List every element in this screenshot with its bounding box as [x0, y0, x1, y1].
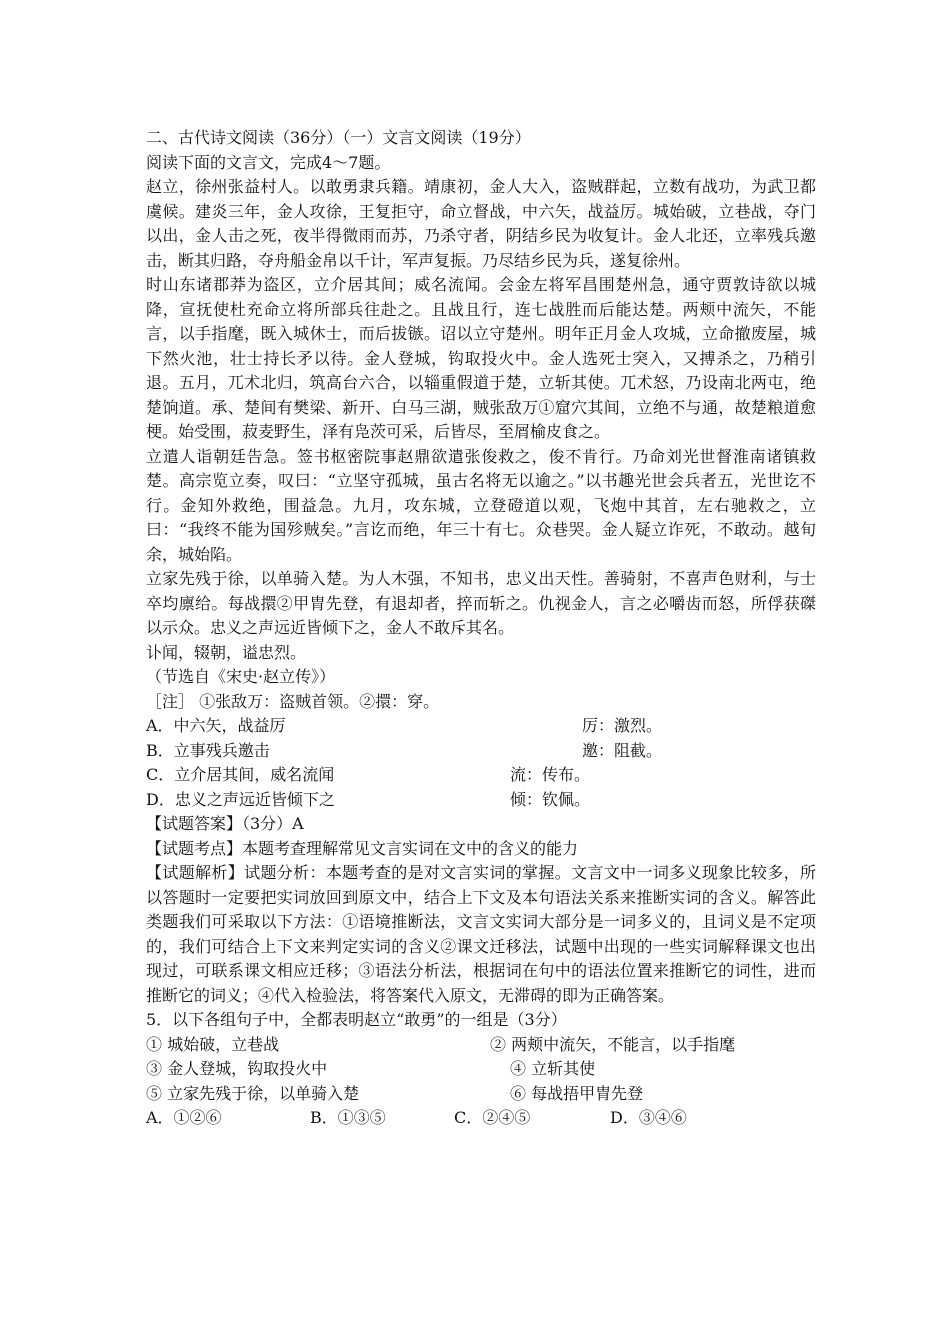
q4-option-a-gloss: 厉：激烈。	[582, 716, 663, 735]
passage-paragraph-5: 讣闻，辍朝，谥忠烈。	[146, 642, 307, 662]
passage-paragraph-4: 立家先残于徐，以单骑入楚。为人木强，不知书，忠义出天性。善骑射，不喜声色财利，与士卒均廪给。每战擐②甲胄先登，有退却者，捽而斩之。仇视金人，言之必嚼齿而怒，所俘获磔以示众。忠义之声远近皆倾下之，金人不敢斥其名。	[146, 569, 816, 637]
q5-item-5: ⑤ 立家先残于徐，以单骑入楚	[146, 1083, 360, 1103]
answer-line: 【试题答案】（3分）A	[146, 814, 304, 833]
q4-option-b-sentence: B．立事残兵邀击	[146, 740, 270, 760]
document-page	[146, 126, 816, 1131]
q5-item-3: ③ 金人登城，钩取投火中	[146, 1059, 328, 1078]
q4-option-a	[146, 714, 816, 739]
q5-items-row-2	[146, 1057, 816, 1082]
section-title: 二、古代诗文阅读（36分）（一）文言文阅读（19分）	[146, 128, 531, 147]
passage-paragraph-2: 时山东诸郡莽为盗区，立介居其间；威名流闻。会金左将军昌围楚州急，通守贾敦诗欲以城降，宣抚使杜充命立将所部兵往赴之。且战且行，连七战胜而后能达楚。两颊中流矢，不能言，以手指麾，既入城休士，而后拔镞。诏以立守楚州。明年正月金人攻城，立命撤废屋，城下然火池，壮士持长矛以待。金人登城，钩取投火中。金人选死士突入，又搏杀之，乃稍引退。五月，兀术北归，筑高台六合，以辎重假道于楚，立斩其使。兀术怒，乃设南北两屯，绝楚饷道。承、楚间有樊梁、新开、白马三湖，贼张敌万①窟穴其间，立绝不与通，故楚粮道愈梗。始受围，菽麦野生，泽有凫茨可采，后皆尽，至屑榆皮食之。	[146, 275, 816, 441]
q4-option-b-gloss: 邀：阻截。	[582, 740, 663, 760]
q4-option-d-gloss: 倾：钦佩。	[510, 789, 591, 809]
q5-item-4: ④ 立斩其使	[510, 1059, 596, 1078]
q4-option-b	[146, 739, 816, 764]
q5-choice-d: D．③④⑥	[610, 1108, 687, 1127]
q5-item-1: ① 城始破，立巷战	[146, 1034, 280, 1054]
q4-option-d	[146, 788, 816, 813]
annotation-note: ［注］ ①张敌万：盗贼首领。②擐：穿。	[146, 691, 440, 711]
q5-item-6: ⑥ 每战捂甲胄先登	[510, 1083, 644, 1103]
q5-stem: 5．以下各组句子中，全都表明赵立“敢勇”的一组是（3分）	[146, 1010, 567, 1029]
q5-choice-b: B．①③⑤	[310, 1108, 386, 1127]
analysis-paragraph: 【试题解析】试题分析：本题考查的是对文言实词的掌握。文言文中一词多义现象比较多，所以答题时一定要把实词放回到原文中，结合上下文及本句语法关系来推断实词的含义。解答此类题我们可采取以下方法：①语境推断法，文言文实词大部分是一词多义的，且词义是不定项的，我们可结合上下文来判定实词的含义②课文迁移法，试题中出现的一些实词解释课文也出现过，可联系课文相应迁移；③语法分析法，根据词在句中的语法位置来推断它的词性，进而推断它的词义；④代入检验法，将答案代入原文，无滞碍的即为正确答案。	[146, 863, 816, 1005]
q4-option-c-sentence: C．立介居其间，威名流闻	[146, 765, 335, 784]
passage-paragraph-3: 立遣人诣朝廷告急。签书枢密院事赵鼎欲遣张俊救之，俊不肯行。乃命刘光世督淮南诸镇救楚。高宗览立奏，叹曰：“立坚守孤城，虽古名将无以逾之。”以书趣光世会兵者五，光世讫不行。金知外救绝，围益急。九月，攻东城，立登磴道以观，飞炮中其首，左右驰救之，立曰：“我终不能为国殄贼矣。”言讫而绝，年三十有七。众巷哭。金人疑立诈死，不敢动。越旬余，城始陷。	[146, 446, 816, 564]
q5-choices	[146, 1106, 816, 1131]
source-citation: （节选自《宋史·赵立传》）	[146, 667, 336, 686]
q4-option-c	[146, 763, 816, 788]
instruction: 阅读下面的文言文，完成4～7题。	[146, 152, 391, 172]
passage-paragraph-1: 赵立，徐州张益村人。以敢勇隶兵籍。靖康初，金人大入，盗贼群起，立数有战功，为武卫都虞候。建炎三年，金人攻徐，王复拒守，命立督战，中六矢，战益厉。城始破，立巷战，夺门以出，金人击之死，夜半得微雨而苏，乃杀守者，阴结乡民为收复计。金人北还，立率残兵邀击，断其归路，夺舟船金帛以千计，军声复振。乃尽结乡民为兵，遂复徐州。	[146, 177, 816, 270]
test-point-line: 【试题考点】本题考查理解常见文言实词在文中的含义的能力	[146, 838, 579, 858]
q5-choice-c: C．②④⑤	[454, 1108, 531, 1127]
q5-items-row-3	[146, 1082, 816, 1107]
q5-item-2: ② 两颊中流矢，不能言，以手指麾	[490, 1034, 736, 1054]
q4-option-c-gloss: 流：传布。	[510, 765, 591, 784]
q4-option-d-sentence: D．忠义之声远近皆倾下之	[146, 789, 335, 809]
q5-items-row-1	[146, 1033, 816, 1058]
q5-choice-a: A．①②⑥	[146, 1108, 222, 1127]
q4-option-a-sentence: A．中六矢，战益厉	[146, 716, 286, 735]
